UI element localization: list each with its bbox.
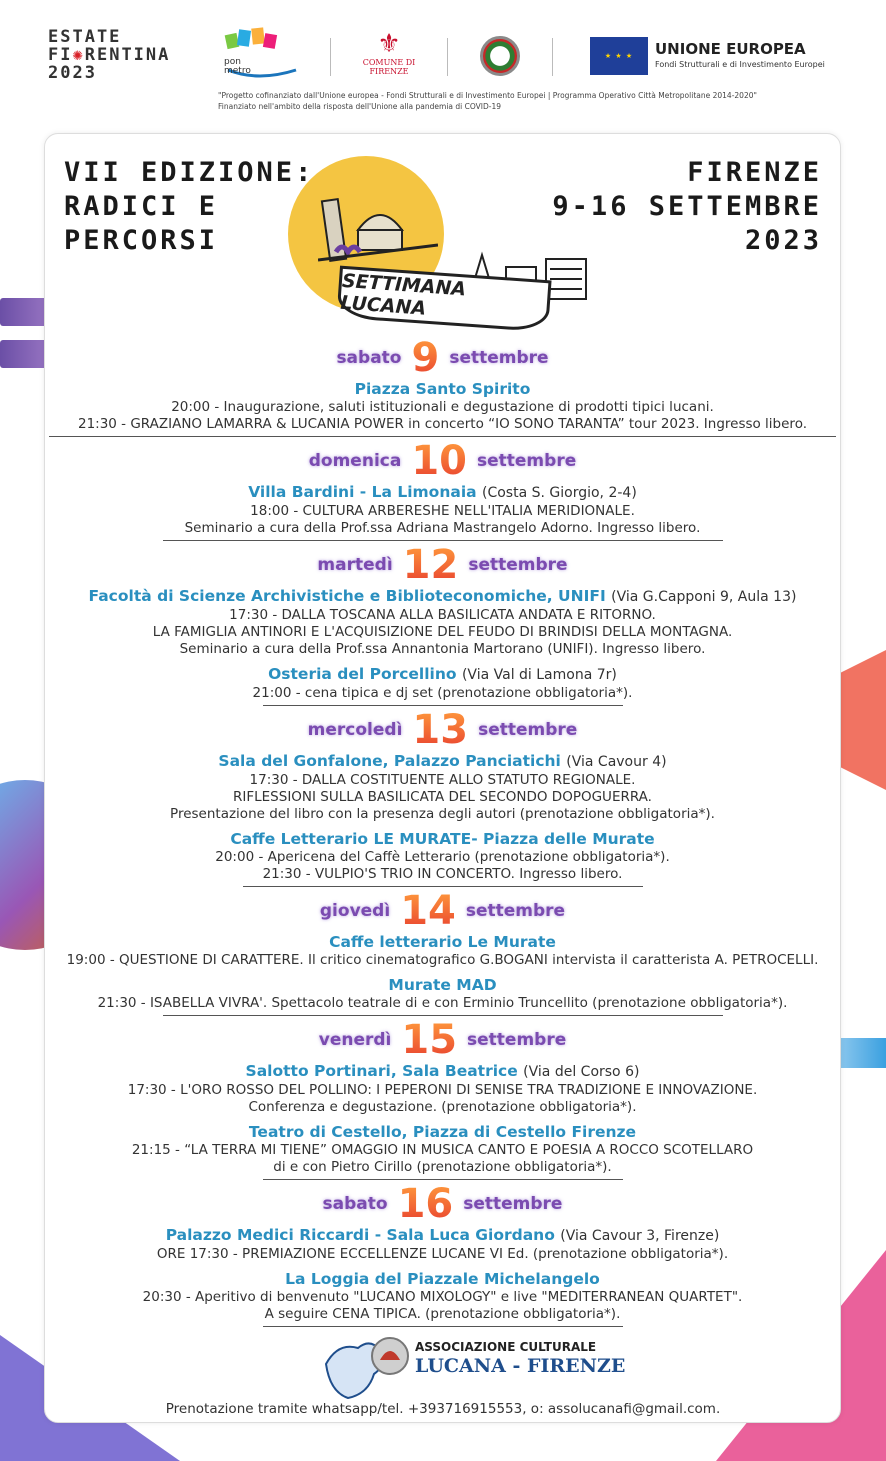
event-detail-line: 17:30 - DALLA COSTITUENTE ALLO STATUTO REGIONALE. [249, 772, 636, 788]
event-detail-line: 20:30 - Aperitivo di benvenuto "LUCANO MIXOLOGY" e live "MEDITERRANEAN QUARTET". [142, 1289, 743, 1305]
event-detail-line: RIFLESSIONI SULLA BASILICATA DEL SECONDO DOPOGUERRA. [233, 789, 652, 805]
edition-line: RADICI E [64, 191, 219, 222]
day-month: settembre [449, 348, 549, 368]
event-venue [44, 752, 841, 772]
event-detail-line: 17:30 - DALLA TOSCANA ALLA BASILICATA ANDATA E RITORNO. [229, 607, 656, 623]
event-block [44, 976, 841, 1012]
florence-skyline-icon [318, 190, 438, 270]
event-detail-line: Seminario a cura della Prof.ssa Annantonia Martorano (UNIFI). Ingresso libero. [179, 641, 706, 657]
venue-address: (Via del Corso 6) [523, 1064, 640, 1080]
city-line: 2023 [744, 225, 822, 256]
day-number: 12 [402, 542, 459, 588]
event-venue [44, 587, 841, 607]
day-month: settembre [467, 1030, 567, 1050]
event-detail-line: 17:30 - L'ORO ROSSO DEL POLLINO: I PEPERONI DI SENISE TRA TRADIZIONE E INNOVAZIONE. [127, 1082, 758, 1098]
day-month: settembre [477, 451, 577, 471]
event-block [44, 1270, 841, 1323]
association-name: LUCANA - FIRENZE [415, 1355, 626, 1377]
event-block [44, 933, 841, 969]
venue-name: Palazzo Medici Riccardi - Sala Luca Giordano [165, 1226, 555, 1244]
day-number: 14 [400, 888, 456, 934]
venue-address: (Via Cavour 3, Firenze) [560, 1228, 720, 1244]
event-block [44, 752, 841, 823]
day-separator [263, 1179, 623, 1180]
edition-line: VII EDIZIONE: [64, 157, 315, 188]
event-gap [44, 1263, 841, 1269]
estate-line-2 [48, 46, 170, 64]
event-gap [44, 969, 841, 975]
sun-flower-icon: ✺ [72, 45, 85, 65]
header-divider [552, 38, 553, 76]
event-venue [44, 483, 841, 503]
venue-address: (Via Cavour 4) [566, 754, 667, 770]
project-note-line-1: "Progetto cofinanziato dall'Unione europea - Fondi Strutturali e di Investimento Europei | Programma Operativo Città Metropolitane 2014-2020" [218, 91, 757, 100]
day-name: mercoledì [307, 720, 403, 740]
day-number: 13 [412, 707, 469, 753]
venue-name: Salotto Portinari, Sala Beatrice [245, 1062, 518, 1080]
event-venue [44, 1270, 841, 1289]
header-divider [330, 38, 331, 76]
estate-line-3: 2023 [48, 63, 97, 83]
event-venue [44, 380, 841, 399]
banner-label: SETTIMANA LUCANA [339, 269, 467, 320]
event-detail-line: 21:30 - ISABELLA VIVRA'. Spettacolo teatrale di e con Erminio Truncellito (prenotazione obbligatoria*). [97, 995, 788, 1011]
event-venue [44, 665, 841, 685]
event-venue [44, 933, 841, 952]
eu-flag-icon: ★ ★ ★ [590, 37, 648, 75]
day-month: settembre [463, 1194, 563, 1214]
event-venue [44, 1226, 841, 1246]
event-block [44, 587, 841, 658]
venue-name: Villa Bardini - La Limonaia [248, 483, 477, 501]
day-name: giovedì [319, 901, 391, 921]
venue-address: (Via Val di Lamona 7r) [461, 667, 617, 683]
day-name: martedì [317, 555, 393, 575]
venue-name: Piazza Santo Spirito [354, 380, 531, 398]
event-detail-line: 21:15 - “LA TERRA MI TIENE” OMAGGIO IN MUSICA CANTO E POESIA A ROCCO SCOTELLARO [131, 1142, 754, 1158]
venue-name: La Loggia del Piazzale Michelangelo [285, 1270, 600, 1288]
day-number: 16 [397, 1181, 454, 1227]
header-divider [447, 38, 448, 76]
event-detail-line: 21:30 - GRAZIANO LAMARRA & LUCANIA POWER in concerto “IO SONO TARANTA” tour 2023. Ingresso libero. [77, 416, 808, 432]
event-block [44, 1062, 841, 1116]
event-block [44, 830, 841, 883]
estate-fiorentina-logo [48, 28, 170, 82]
day-number: 9 [411, 335, 440, 381]
event-venue [44, 830, 841, 849]
venue-address: (Via G.Capponi 9, Aula 13) [611, 589, 797, 605]
italian-republic-emblem-icon [480, 36, 520, 76]
project-note-line-2: Finanziato nell'ambito della risposta dell'Unione alla pandemia di COVID-19 [218, 102, 501, 111]
day-separator [263, 705, 623, 706]
day-number: 10 [411, 438, 467, 484]
day-name: venerdì [318, 1030, 392, 1050]
city-line: FIRENZE [687, 157, 822, 188]
event-block [44, 1226, 841, 1263]
event-detail-line: 21:30 - VULPIO'S TRIO IN CONCERTO. Ingresso libero. [262, 866, 623, 882]
event-detail-line: 21:00 - cena tipica e dj set (prenotazione obbligatoria*). [252, 685, 633, 701]
day-number: 15 [401, 1017, 458, 1063]
day-month: settembre [465, 901, 566, 921]
event-block [44, 380, 841, 433]
city-dates-heading [552, 156, 822, 258]
pon-metro-label: pon metro [224, 57, 251, 76]
day-header [44, 890, 841, 932]
edition-heading [64, 156, 314, 258]
day-header [44, 440, 841, 482]
association-title: ASSOCIAZIONE CULTURALE [415, 1340, 597, 1354]
city-line: 9-16 SETTEMBRE [552, 191, 822, 222]
day-name: sabato [322, 1194, 388, 1214]
edition-line: PERCORSI [64, 225, 219, 256]
venue-name: Facoltà di Scienze Archivistiche e Biblioteconomiche, UNIFI [88, 587, 606, 605]
event-block [44, 483, 841, 537]
booking-contact: Prenotazione tramite whatsapp/tel. +393716915553, o: assolucanafi@gmail.com. [165, 1401, 721, 1417]
event-detail-line: 20:00 - Inaugurazione, saluti istituzionali e degustazione di prodotti tipici lucani. [171, 399, 714, 415]
day-separator [243, 886, 643, 887]
day-name: sabato [336, 348, 402, 368]
comune-firenze-logo [362, 30, 416, 76]
day-header [44, 709, 841, 751]
day-month: settembre [468, 555, 568, 575]
day-header [44, 1019, 841, 1061]
event-detail-line: di e con Pietro Cirillo (prenotazione obbligatoria*). [273, 1159, 612, 1175]
day-separator [163, 1015, 723, 1016]
event-block [44, 665, 841, 702]
day-header [44, 544, 841, 586]
day-separator [49, 436, 836, 437]
event-block [44, 1123, 841, 1176]
comune-firenze-label: COMUNE DI FIRENZE [362, 58, 416, 76]
estate-line-2a: FI [48, 45, 73, 65]
event-detail-line: 20:00 - Apericena del Caffè Letterario (prenotazione obbligatoria*). [215, 849, 670, 865]
estate-line-2b: RENTINA [84, 45, 171, 65]
event-detail-line: LA FAMIGLIA ANTINORI E L'ACQUISIZIONE DEL FEUDO DI BRINDISI DELLA MONTAGNA. [152, 624, 733, 640]
event-detail-line: 19:00 - QUESTIONE DI CARATTERE. Il critico cinematografico G.BOGANI intervista il caratterista A. PETROCELLI. [66, 952, 819, 968]
venue-name: Teatro di Cestello, Piazza di Cestello Firenze [248, 1123, 637, 1141]
day-header [44, 1183, 841, 1225]
day-header [44, 337, 841, 379]
event-venue [44, 1062, 841, 1082]
program-list [44, 337, 841, 1330]
day-separator [163, 540, 723, 541]
day-name: domenica [308, 451, 402, 471]
florence-lily-icon: ⚜ [377, 29, 401, 59]
event-detail-line: Presentazione del libro con la presenza degli autori (prenotazione obbligatoria*). [170, 806, 715, 822]
venue-address: (Costa S. Giorgio, 2-4) [482, 485, 637, 501]
eu-subtitle: Fondi Strutturali e di Investimento Europei [655, 60, 825, 69]
venue-name: Sala del Gonfalone, Palazzo Panciatichi [218, 752, 561, 770]
event-detail-line: ORE 17:30 - PREMIAZIONE ECCELLENZE LUCANE VI Ed. (prenotazione obbligatoria*). [156, 1246, 729, 1262]
event-gap [44, 823, 841, 829]
header-bar [0, 0, 886, 125]
event-detail-line: Seminario a cura della Prof.ssa Adriana Mastrangelo Adorno. Ingresso libero. [184, 520, 701, 536]
event-detail-line: Conferenza e degustazione. (prenotazione obbligatoria*). [248, 1099, 637, 1115]
venue-name: Osteria del Porcellino [268, 665, 457, 683]
event-detail-line: A seguire CENA TIPICA. (prenotazione obbligatoria*). [264, 1306, 621, 1322]
event-venue [44, 1123, 841, 1142]
event-gap [44, 658, 841, 664]
event-gap [44, 1116, 841, 1122]
event-venue [44, 976, 841, 995]
venue-name: Caffe letterario Le Murate [329, 933, 556, 951]
venue-name: Caffe Letterario LE MURATE- Piazza delle Murate [230, 830, 655, 848]
basilicata-map-icon [318, 1334, 413, 1404]
venue-name: Murate MAD [388, 976, 497, 994]
event-detail-line: 18:00 - CULTURA ARBERESHE NELL'ITALIA MERIDIONALE. [250, 503, 635, 519]
day-month: settembre [478, 720, 578, 740]
day-separator [263, 1326, 623, 1327]
estate-line-1: ESTATE [48, 27, 122, 47]
eu-title: UNIONE EUROPEA [655, 40, 806, 58]
